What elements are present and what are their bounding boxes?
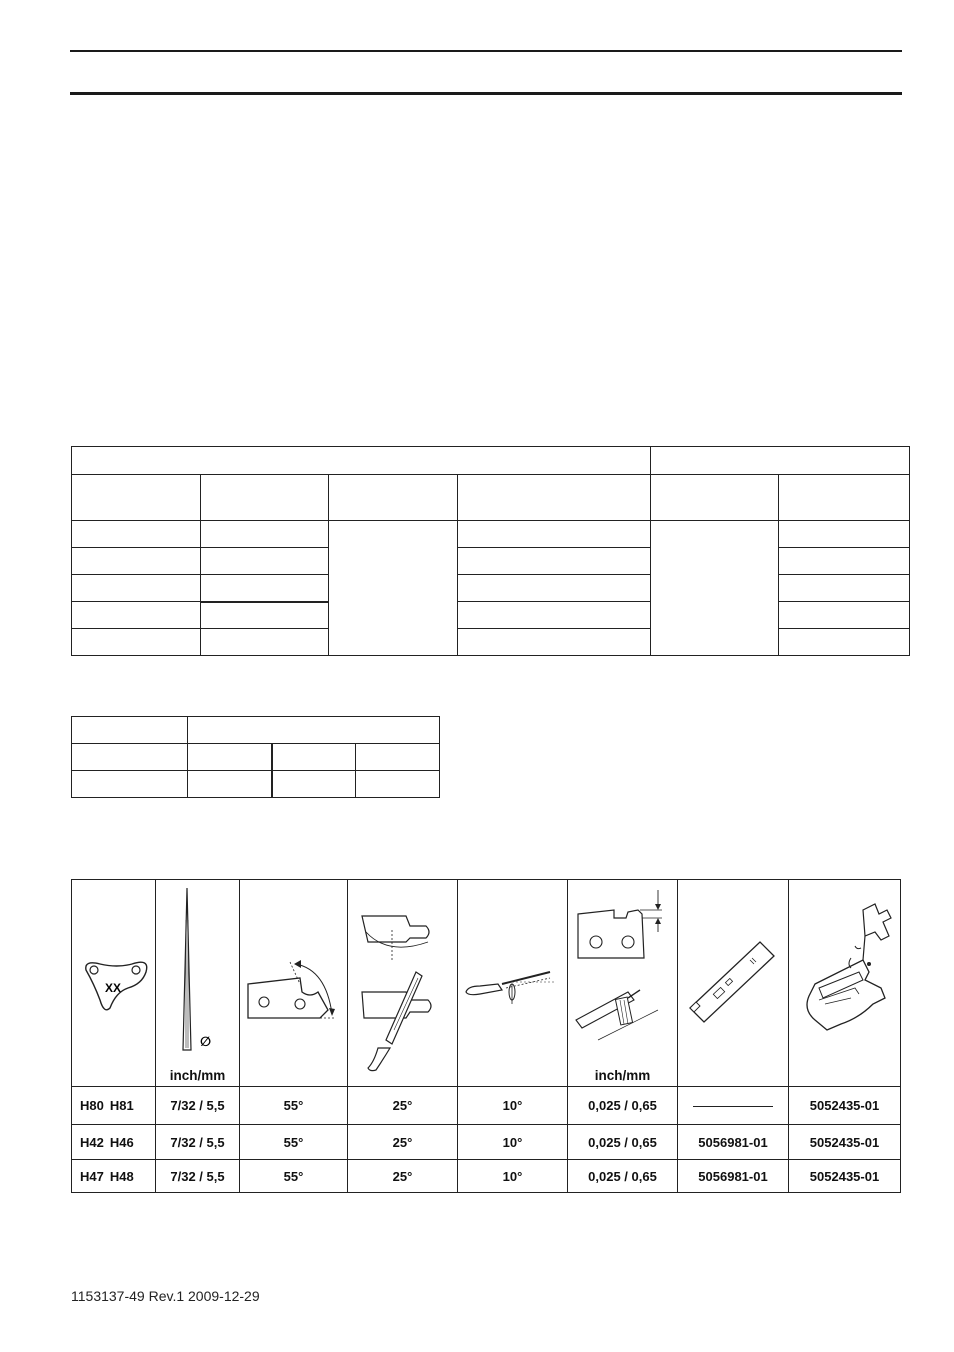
- filing-angle-value: 25°: [348, 1087, 458, 1125]
- diameter-symbol: ∅: [200, 1035, 212, 1050]
- table-cell: [329, 521, 458, 656]
- table-cell: [458, 548, 651, 575]
- table-cell: [72, 602, 201, 629]
- table-header-cell: [188, 717, 440, 744]
- top-plate-angle-icon: [240, 880, 348, 1086]
- depth-gauge-value: 0,025 / 0,65: [568, 1160, 678, 1193]
- table-cell: [779, 575, 910, 602]
- table-cell: [779, 602, 910, 629]
- file-size-unit: inch/mm: [169, 1068, 226, 1083]
- model-b: H81: [109, 1098, 134, 1113]
- gauge-tool-value: [678, 1087, 789, 1125]
- file-size-cell: 7/32 / 5,5: [156, 1087, 240, 1125]
- table-cell: [201, 602, 329, 629]
- document-id: 1153137-49 Rev.1 2009-12-29: [71, 1288, 260, 1304]
- table-cell: [201, 548, 329, 575]
- table-cell: [72, 744, 188, 771]
- file-holder-value: 5052435-01: [789, 1125, 901, 1160]
- file-holder-value: 5052435-01: [789, 1160, 901, 1193]
- table-cell: [72, 575, 201, 602]
- file-handle-tilt-cell: [458, 880, 568, 1087]
- table-cell: [651, 521, 779, 656]
- table-cell: [188, 744, 272, 771]
- filing-angle-cell: [348, 880, 458, 1087]
- model-cell: [72, 1087, 156, 1125]
- table-cell: [356, 744, 440, 771]
- table-header-cell: [779, 475, 910, 521]
- depth-gauge-tool-cell: [678, 880, 789, 1087]
- file-holder-value: 5052435-01: [789, 1087, 901, 1125]
- table-cell: [458, 521, 651, 548]
- top-plate-angle-value: 55°: [240, 1087, 348, 1125]
- table-cell: [272, 744, 356, 771]
- gauge-tool-value: 5056981-01: [678, 1125, 789, 1160]
- table-cell: [72, 548, 201, 575]
- table-cell: [201, 575, 329, 602]
- depth-gauge-value: 0,025 / 0,65: [568, 1125, 678, 1160]
- table-cell: [458, 629, 651, 656]
- table-cell: [779, 521, 910, 548]
- specification-table: [71, 446, 910, 656]
- filing-angle-value: 25°: [348, 1125, 458, 1160]
- tilt-angle-value: 10°: [458, 1160, 568, 1193]
- table-header-cell: [72, 447, 651, 475]
- depth-gauge-setting-cell: [568, 880, 678, 1087]
- table-row: [72, 1125, 901, 1160]
- table-cell: [201, 629, 329, 656]
- depth-gauge-value: 0,025 / 0,65: [568, 1087, 678, 1125]
- filing-angle-value: 25°: [348, 1160, 458, 1193]
- table-cell: [188, 771, 272, 798]
- file-holder-cell: [789, 880, 901, 1087]
- table-header-cell: [72, 475, 201, 521]
- table-cell: [458, 602, 651, 629]
- table-cell: [779, 629, 910, 656]
- table-header-cell: [72, 717, 188, 744]
- table-cell: [72, 629, 201, 656]
- cutter-marking-text: XX: [105, 981, 122, 995]
- table-cell: [72, 521, 201, 548]
- table-row: [72, 1087, 901, 1125]
- file-handle-tilt-icon: [458, 880, 568, 1086]
- table-cell: [458, 575, 651, 602]
- table-cell: [779, 548, 910, 575]
- model-cell: [72, 1125, 156, 1160]
- round-file-icon: [156, 880, 240, 1086]
- filing-angle-icon: [348, 880, 458, 1086]
- table-header-cell: [651, 447, 910, 475]
- file-size-cell: 7/32 / 5,5: [156, 1160, 240, 1193]
- top-plate-angle-value: 55°: [240, 1160, 348, 1193]
- sharpening-table: [71, 879, 901, 1193]
- table-cell: [272, 771, 356, 798]
- tilt-angle-value: 10°: [458, 1125, 568, 1160]
- model-a: H47: [80, 1168, 104, 1184]
- depth-gauge-tool-icon: [678, 880, 789, 1086]
- gauge-tool-value: 5056981-01: [678, 1160, 789, 1193]
- tilt-angle-value: 10°: [458, 1087, 568, 1125]
- file-size-cell: 7/32 / 5,5: [156, 1125, 240, 1160]
- small-table: [71, 716, 440, 798]
- model-b: H46: [109, 1134, 134, 1150]
- depth-gauge-setting-icon: [568, 880, 678, 1086]
- table-cell: [72, 771, 188, 798]
- depth-gauge-unit: inch/mm: [594, 1068, 651, 1083]
- not-applicable-dash: [693, 1106, 773, 1107]
- top-plate-angle-cell: [240, 880, 348, 1087]
- top-rule: [70, 50, 902, 52]
- table-header-cell: [458, 475, 651, 521]
- table-cell: [201, 521, 329, 548]
- table-header-cell: [329, 475, 458, 521]
- top-plate-angle-value: 55°: [240, 1125, 348, 1160]
- model-cell: [72, 1160, 156, 1193]
- file-holder-icon: [789, 880, 901, 1086]
- model-a: H42: [80, 1134, 104, 1150]
- header-rule: [70, 92, 902, 95]
- table-header-cell: [651, 475, 779, 521]
- table-header-cell: [201, 475, 329, 521]
- table-cell: [356, 771, 440, 798]
- model-b: H48: [109, 1168, 134, 1184]
- chain-cutter-marking-cell: [72, 880, 156, 1087]
- chain-cutter-marking-icon: [72, 880, 156, 1086]
- round-file-cell: [156, 880, 240, 1087]
- model-a: H80: [80, 1098, 104, 1113]
- table-row: [72, 1160, 901, 1193]
